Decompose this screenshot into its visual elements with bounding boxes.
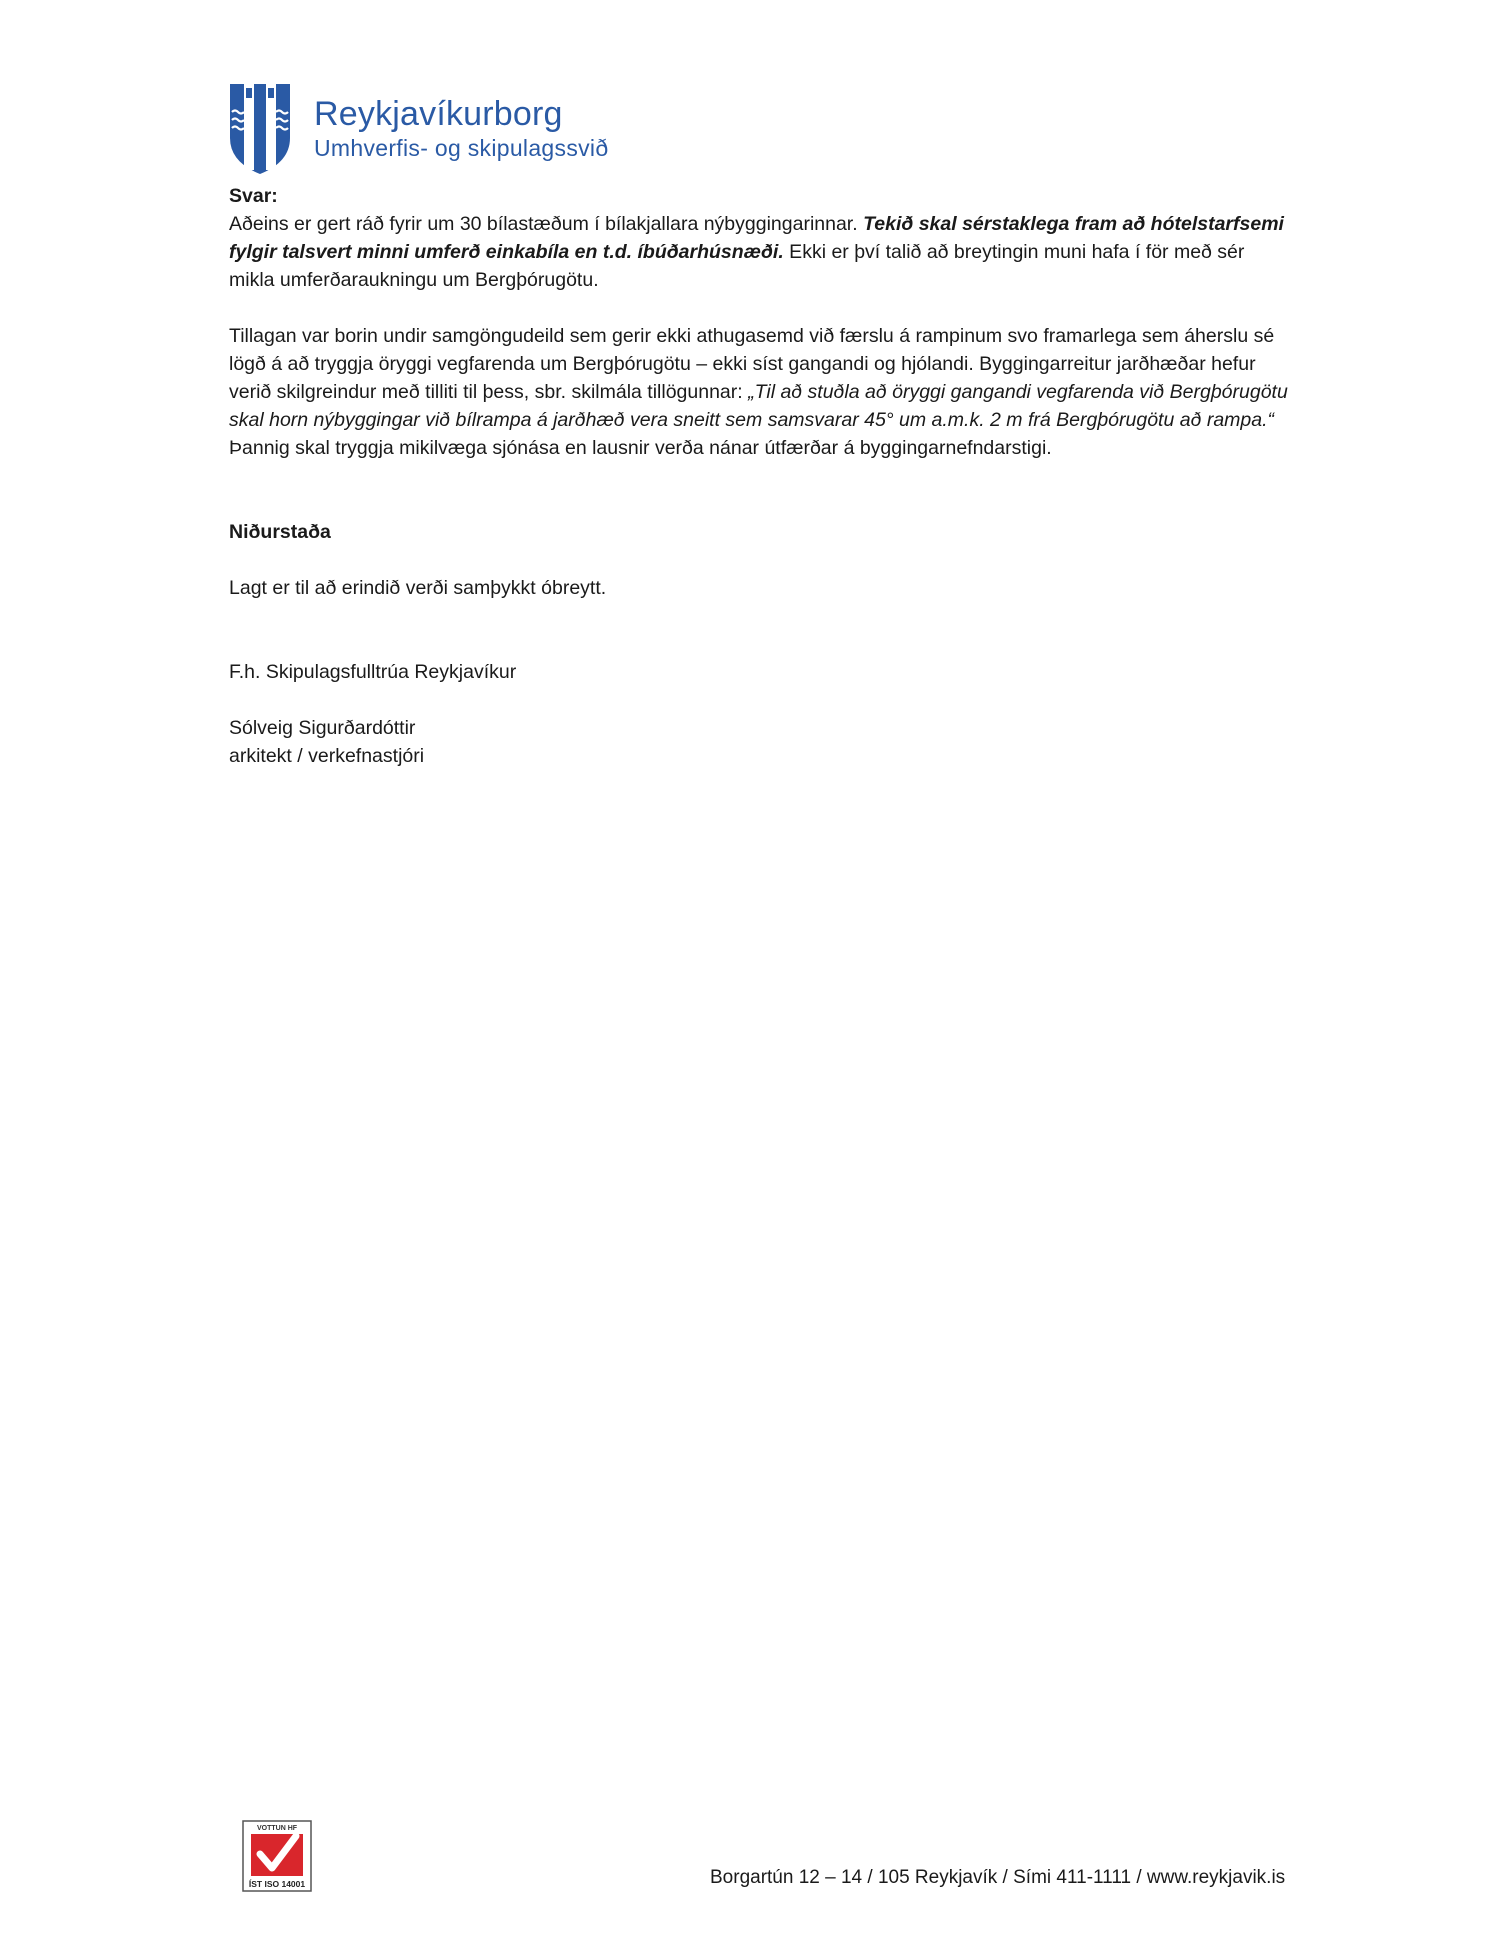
paragraph-parking-text-2: Ekki er því talið að breytingin muni hafa í för með sér mikla umferðaraukningu um Bergþórugötu. bbox=[229, 241, 1245, 291]
department-name: Umhverfis- og skipulagssvið bbox=[314, 135, 609, 161]
answer-heading: Svar: bbox=[229, 185, 278, 207]
paragraph-parking-emphasis: Tekið skal sérstaklega fram að hótelstarfsemi fylgir talsvert minni umferð einkabíla en t.d. íbúðarhúsnæði. bbox=[229, 213, 1284, 263]
conclusion-text: Lagt er til að erindið verði samþykkt óbreytt. bbox=[229, 577, 607, 599]
signature-title: arkitekt / verkefnastjóri bbox=[229, 745, 425, 767]
badge-bottom-text: ÍST ISO 14001 bbox=[248, 1879, 306, 1889]
paragraph-parking-text-1: Aðeins er gert ráð fyrir um 30 bílastæðum í bílakjallara nýbyggingarinnar. bbox=[229, 213, 864, 235]
footer-address: Borgartún 12 – 14 / 105 Reykjavík / Sími 411-1111 / www.reykjavik.is bbox=[710, 1867, 1286, 1888]
paragraph-traffic bbox=[229, 322, 1289, 462]
org-name: Reykjavíkurborg bbox=[314, 95, 563, 133]
paragraph-traffic-text-1: Tillagan var borin undir samgöngudeild sem gerir ekki athugasemd við færslu á rampinum svo framarlega sem áherslu sé lögð á að tryggja öryggi vegfarenda um Bergþórugötu – ekki síst gangandi og hjólandi. Byggingarreitur jarðhæðar hefur verið skilgreindur með tilliti til þess, sbr. skilmála tillögunnar: bbox=[229, 325, 1275, 403]
conclusion-heading: Niðurstaða bbox=[229, 521, 331, 543]
org-logo bbox=[228, 82, 608, 176]
signature-name: Sólveig Sigurðardóttir bbox=[229, 717, 416, 739]
signature-org: F.h. Skipulagsfulltrúa Reykjavíkur bbox=[229, 661, 517, 683]
iso-certification-badge bbox=[242, 1820, 312, 1892]
reykjavik-shield-icon bbox=[228, 82, 292, 176]
document-body bbox=[229, 182, 1289, 770]
badge-top-text: VOTTUN HF bbox=[256, 1825, 298, 1832]
paragraph-traffic-text-2: Þannig skal tryggja mikilvæga sjónása en lausnir verða nánar útfærðar á byggingarnefndarstigi. bbox=[229, 437, 1052, 459]
paragraph-parking bbox=[229, 210, 1289, 294]
logo-text bbox=[314, 94, 608, 162]
paragraph-traffic-quote: „Til að stuðla að öryggi gangandi vegfarenda við Bergþórugötu skal horn nýbyggingar við bílrampa á jarðhæð vera sneitt sem samsvarar 45° um a.m.k. 2 m frá Bergþórugötu að rampa.“ bbox=[229, 381, 1288, 431]
